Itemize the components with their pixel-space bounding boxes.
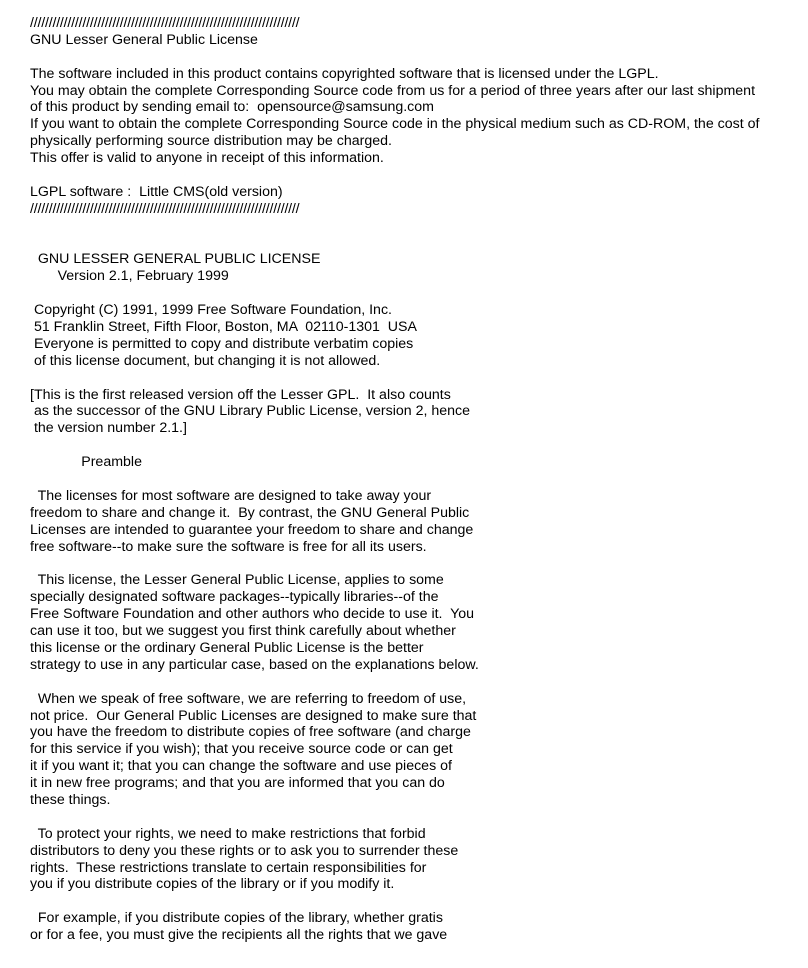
paragraph-line: for this service if you wish); that you receive source code or can get [30,741,453,758]
license-heading: GNU LESSER GENERAL PUBLIC LICENSE [30,251,321,268]
paragraph-line: To protect your rights, we need to make restrictions that forbid [30,825,426,842]
separator-bottom: //////////////////////////////////////////////////////////////////////// [30,200,300,217]
spacer [30,674,800,691]
paragraph-line: The licenses for most software are designed to take away your [30,487,432,504]
paragraph-line: Free Software Foundation and other authors who decide to use it. You [30,606,475,623]
paragraph-line: you have the freedom to distribute copies of free software (and charge [30,724,471,741]
paragraph-line: specially designated software packages--typically libraries--of the [30,589,439,606]
paragraph-line: Licenses are intended to guarantee your freedom to share and change [30,521,474,538]
license-version: Version 2.1, February 1999 [30,268,229,285]
notice-line: The software included in this product contains copyrighted software that is licensed under the LGPL. [30,65,659,82]
paragraph-line: rights. These restrictions translate to certain responsibilities for [30,859,427,876]
software-line: LGPL software : Little CMS(old version) [30,183,283,200]
notice-line: of this product by sending email to: opensource@samsung.com [30,99,434,116]
note-line: the version number 2.1.] [30,420,187,437]
separator-top: //////////////////////////////////////////////////////////////////////// [30,15,300,31]
spacer [30,893,800,910]
paragraph-line: not price. Our General Public Licenses are designed to make sure that [30,707,477,724]
preamble-paragraph [30,488,800,556]
license-document [30,15,800,944]
paragraph-line: strategy to use in any particular case, based on the explanations below. [30,656,479,673]
spacer [30,285,800,302]
notice-paragraph [30,66,800,167]
paragraph-line: distributors to deny you these rights or to ask you to surrender these [30,842,459,859]
spacer [30,49,800,66]
copyright-block [30,302,800,370]
paragraph-line: you if you distribute copies of the library or if you modify it. [30,876,395,893]
spacer [30,556,800,573]
copyright-line: of this license document, but changing it is not allowed. [30,352,381,369]
spacer [30,809,800,826]
spacer [30,437,800,454]
copyright-line: Copyright (C) 1991, 1999 Free Software Foundation, Inc. [30,302,392,319]
paragraph-line: it in new free programs; and that you are informed that you can do [30,775,445,792]
spacer [30,218,800,235]
paragraph-line: For example, if you distribute copies of the library, whether gratis [30,910,443,927]
paragraph-line: these things. [30,791,111,808]
paragraph-line: This license, the Lesser General Public License, applies to some [30,572,444,589]
copyright-line: Everyone is permitted to copy and distribute verbatim copies [30,335,414,352]
paragraph-line: When we speak of free software, we are referring to freedom of use, [30,690,467,707]
paragraph-line: or for a fee, you must give the recipients all the rights that we gave [30,927,448,944]
preamble-paragraph [30,910,800,944]
spacer [30,167,800,184]
spacer [30,235,800,252]
paragraph-line: can use it too, but we suggest you first think carefully about whether [30,623,456,640]
notice-line: This offer is valid to anyone in receipt of this information. [30,150,384,167]
preamble-paragraph [30,691,800,809]
preamble-title: Preamble [30,454,142,471]
paragraph-line: free software--to make sure the software is free for all its users. [30,538,427,555]
notice-line: physically performing source distribution may be charged. [30,133,392,150]
spacer [30,471,800,488]
notice-line: You may obtain the complete Corresponding Source code from us for a period of three years after our last shipment [30,82,756,99]
paragraph-line: freedom to share and change it. By contrast, the GNU General Public [30,504,470,521]
note-line: [This is the first released version off the Lesser GPL. It also counts [30,386,451,403]
copyright-line: 51 Franklin Street, Fifth Floor, Boston, MA 02110-1301 USA [30,319,417,336]
notice-title: GNU Lesser General Public License [30,31,258,48]
note-line: as the successor of the GNU Library Public License, version 2, hence [30,403,471,420]
paragraph-line: it if you want it; that you can change the software and use pieces of [30,758,452,775]
preamble-paragraph [30,572,800,673]
spacer [30,370,800,387]
paragraph-line: this license or the ordinary General Public License is the better [30,639,424,656]
notice-line: If you want to obtain the complete Corresponding Source code in the physical medium such as CD-ROM, the cost of [30,116,760,133]
preamble-paragraph [30,826,800,894]
version-note [30,387,800,438]
